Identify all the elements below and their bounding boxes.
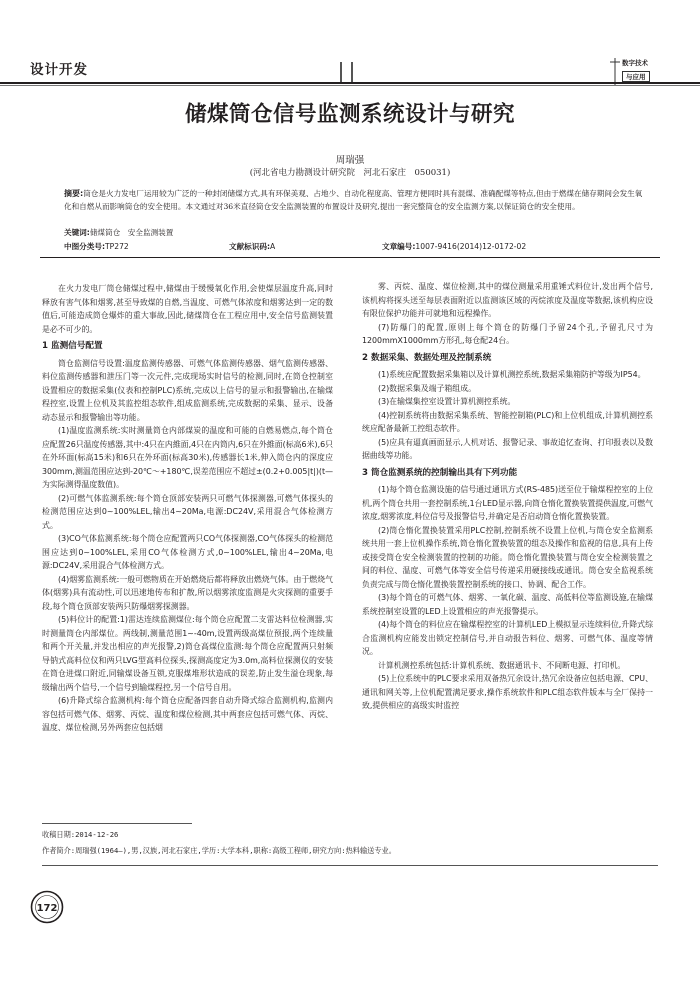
paragraph: 在火力发电厂筒仓储煤过程中,储煤由于缓慢氧化作用,会使煤层温度升高,同时释放有害气体和烟雾,甚至导致煤的自燃,当温度、可燃气体浓度和烟雾达到一定的数值后,可能造成筒仓爆炸的重大事故,因此,储煤筒仓在工程应用中,安全信号监测装置是必不可少的。 [42, 284, 333, 334]
received-date: 收稿日期:2014-12-26 [42, 830, 119, 839]
meta-rule [40, 257, 660, 258]
footnote-rule [42, 823, 192, 824]
keywords-label: 关键词: [64, 228, 90, 237]
class-number: 中图分类号:TP272 [64, 242, 129, 251]
paragraph: 筒仓监测信号设置:温度监测传感器、可燃气体监测传感器、烟气监测传感器、料位监测传感器和泄压门等一次元件,完成现场实时信号的检测,同时,在筒仓控制室设置相应的数据采集(仪表和控制PLC)系统,完成以上信号的显示和报警输出,在输煤程控室,设置上位机及其监控组态软件,组成监测系统,完成数据的采集、显示、设备动态显示和报警输出等功能。 [42, 358, 333, 422]
abstract [64, 188, 644, 214]
paragraph: (4)烟雾监测系统:一般可燃物质在开始燃烧后都将释放出燃烧气体。由于燃烧气体(烟雾)具有流动性,可以迅速地传布和扩散,所以烟雾浓度监测是火灾探测的重要手段,每个筒仓顶部安装两只防爆烟雾探测器。 [42, 574, 333, 611]
page-number: 172 [36, 903, 58, 914]
paragraph: (1)温度监测系统:实时测量筒仓内部煤炭的温度和可能的自燃易燃点,每个筒仓应配置26只温度传感器,其中:4只在内維面,4只在内筒内,6只在外維面(标高6米),6只在外环面(标高15米)和6只在外环面(标高30米),传感器长1米,伸入筒仓内的深度应300mm,测温范围应达到-20℃～+180℃,误差范围应不超过±(0.2+0.005|t|)(t—为实际测得温度数值)。 [42, 426, 333, 489]
paragraph: (1)每个筒仓监测设施的信号通过通讯方式(RS-485)送至位于输煤程控室的上位机,两个筒仓共用一套控制系统,1台LED显示器,向筒仓惰化置换装置提供温度,可燃气浓度,烟雾浓度,料位信号及报警信号,并确定是否启动筒仓惰化置换装置。 [362, 485, 653, 521]
paragraph: (7)防爆门的配置,原则上每个筒仓的防爆门予留24个孔,予留孔尺寸为1200mmX1000mm方形孔,每仓配24台。 [362, 322, 653, 345]
author-bio: 作者简介:周瑞强(1964—),男,汉族,河北石家庄,学历:大学本科,职称:高级工程师,研究方向:热料输送专业。 [42, 846, 396, 855]
section-heading: 3 筒仓监测系统的控制输出具有下列功能 [362, 467, 518, 478]
keywords [64, 227, 644, 238]
paragraph: 计算机测控系统包括:计算机系统、数据通讯卡、不间断电源、打印机。 [378, 660, 626, 670]
header-rule [0, 82, 700, 84]
logo-text-bottom: 与应用 [622, 71, 650, 82]
paragraph: (2)筒仓惰化置换装置采用PLC控制,控制系统不设置上位机,与筒仓安全监测系统共用一套上位机操作系统,筒仓惰化置换装置的组态及操作和监视的信息,具有上传或接受筒仓安全检测装置的控制的功能。筒仓惰化置换装置与筒仓安全检测装置之间的料位、温度、可燃气体等安全信号传递采用硬接线或通讯。筒仓安全监视系统负责完成与筒仓惰化置换装置控制系统的接口、协调、配合工作。 [362, 525, 653, 589]
abstract-label: 摘要: [64, 189, 84, 198]
logo-text-top: 数字技术 [622, 59, 648, 67]
author-name: 周瑞强 [335, 155, 365, 166]
paragraph: (1)系统应配置数据采集箱以及计算机测控系统,数据采集箱防护等级为IP54。 [378, 370, 646, 379]
paragraph: (5)应具有逼真画面显示,人机对话、报警记录、事故追忆查询、打印报表以及数据曲线等功能。 [362, 437, 653, 460]
paragraph: (3)CO气体监测系统:每个筒仓应配置两只CO气体探测器,CO气体探头的检测范围应达到0~100%LEL,采用CO气体检测方式,0~100%LEL,输出4~20Ma,电源:DC24V,采用混合气体检测方式。 [42, 534, 333, 570]
header-rule-thin [0, 85, 700, 86]
paragraph: (3)在输煤集控室设置计算机测控系统。 [378, 397, 516, 406]
header-divider [340, 62, 342, 82]
abstract-text: 筒仓是火力发电厂运用较为广泛的一种封闭储煤方式,具有环保美观、占地少、自动化程度高、管理方便同时具有混煤、准确配煤等特点,但由于燃煤在储存期间会发生氧化和自燃从而影响筒仓的安全使用。本文通过对36米直径筒仓安全监测装置的布置设计及研究,提出一套完整筒仓的安全监测方案,以保证筒仓的安全使用。 [64, 189, 643, 211]
paragraph: (2)数据采集及端子箱组成。 [378, 383, 476, 393]
paragraph: (3)每个筒仓的可燃气体、烟雾、一氧化碳、温度、高低料位等监测设施,在输煤系统控制室设置的LED上设置相应的声光报警提示。 [362, 593, 653, 616]
header-divider [351, 62, 353, 82]
section-heading: 2 数据采集、数据处理及控制系统 [362, 352, 492, 363]
paragraph: (5)料位计的配置:1)雷达连续监测煤位:每个筒仓应配置二支雷达料位检测器,实时测量筒仓内部煤位。两线制,测量范围1~-40m,设置两级高煤位预报,两个连续量和两个开关量,并发出相应的声光报警,2)筒仓高煤位监测:每个筒仓应配置两只射频导钠式高料位仪和两只LVG型高料位探头,探测高度定为3.0m,高料位探测仪的安装在筒仓进煤口附近,同输煤设备互锁,克服煤堆形状造成的误差,防止发生溢仓现象,每级输出两个信号,一个信号到输煤程控,另一个信号自用。 [42, 615, 333, 692]
section-tag: 设计开发 [30, 62, 88, 78]
paragraph: 雾、丙烷、温度、煤位检测,其中的煤位测量采用重锤式料位计,发出两个信号,该机构将探头送至每层表面附近以监测该区域的丙烷浓度及温度等数据,该机构应设有限位保护功能并可就地和远程操作。 [362, 282, 653, 318]
left-column [42, 282, 333, 735]
paragraph: (4)每个筒仓的料位应在输煤程控室的计算机LED上模拟显示连续料位,升降式综合监测机构应能发出锁定控制信号,并自动报告料位、烟雾、可燃气体、温度等情况。 [362, 620, 653, 656]
section-heading: 1 监测信号配置 [42, 341, 103, 351]
footer-rule [42, 865, 658, 866]
affiliation: (河北省电力勘测设计研究院 河北石家庄 050031) [249, 168, 451, 178]
right-column [362, 280, 653, 713]
paragraph: (4)控制系统将由数据采集系统、智能控制箱(PLC)和上位机组成,计算机测控系统应配备最新工控组态软件。 [362, 410, 653, 433]
paper-title: 储煤筒仓信号监测系统设计与研究 [184, 102, 515, 127]
article-number: 文章编号:1007-9416(2014)12-0172-02 [382, 242, 527, 251]
paragraph: (5)上位系统中的PLC要求采用双备热冗余设计,热冗余设备应包括电源、CPU、通讯和网关等,上位机配置满足要求,操作系统软件和PLC组态软件版本与全厂保持一致,提供相应的高级实时监控 [362, 674, 653, 710]
keywords-text: 储煤筒仓 安全监测装置 [89, 228, 174, 237]
paragraph: (6)升降式综合监测机构:每个筒仓应配备四套自动升降式综合监测机构,监测内容包括可燃气体、烟雾、丙烷、温度和煤位检测,其中两套应包括可燃气体、丙烷、温度、煤位检测,另外两套应包括烟 [42, 696, 333, 732]
doc-code: 文献标识码:A [229, 242, 276, 251]
paragraph: (2)可燃气体监测系统:每个筒仓顶部安装两只可燃气体探测器,可燃气体探头的检测范围应达到0~100%LEL,输出4~20Ma,电源:DC24V,采用混合气体检测方式。 [42, 493, 333, 530]
